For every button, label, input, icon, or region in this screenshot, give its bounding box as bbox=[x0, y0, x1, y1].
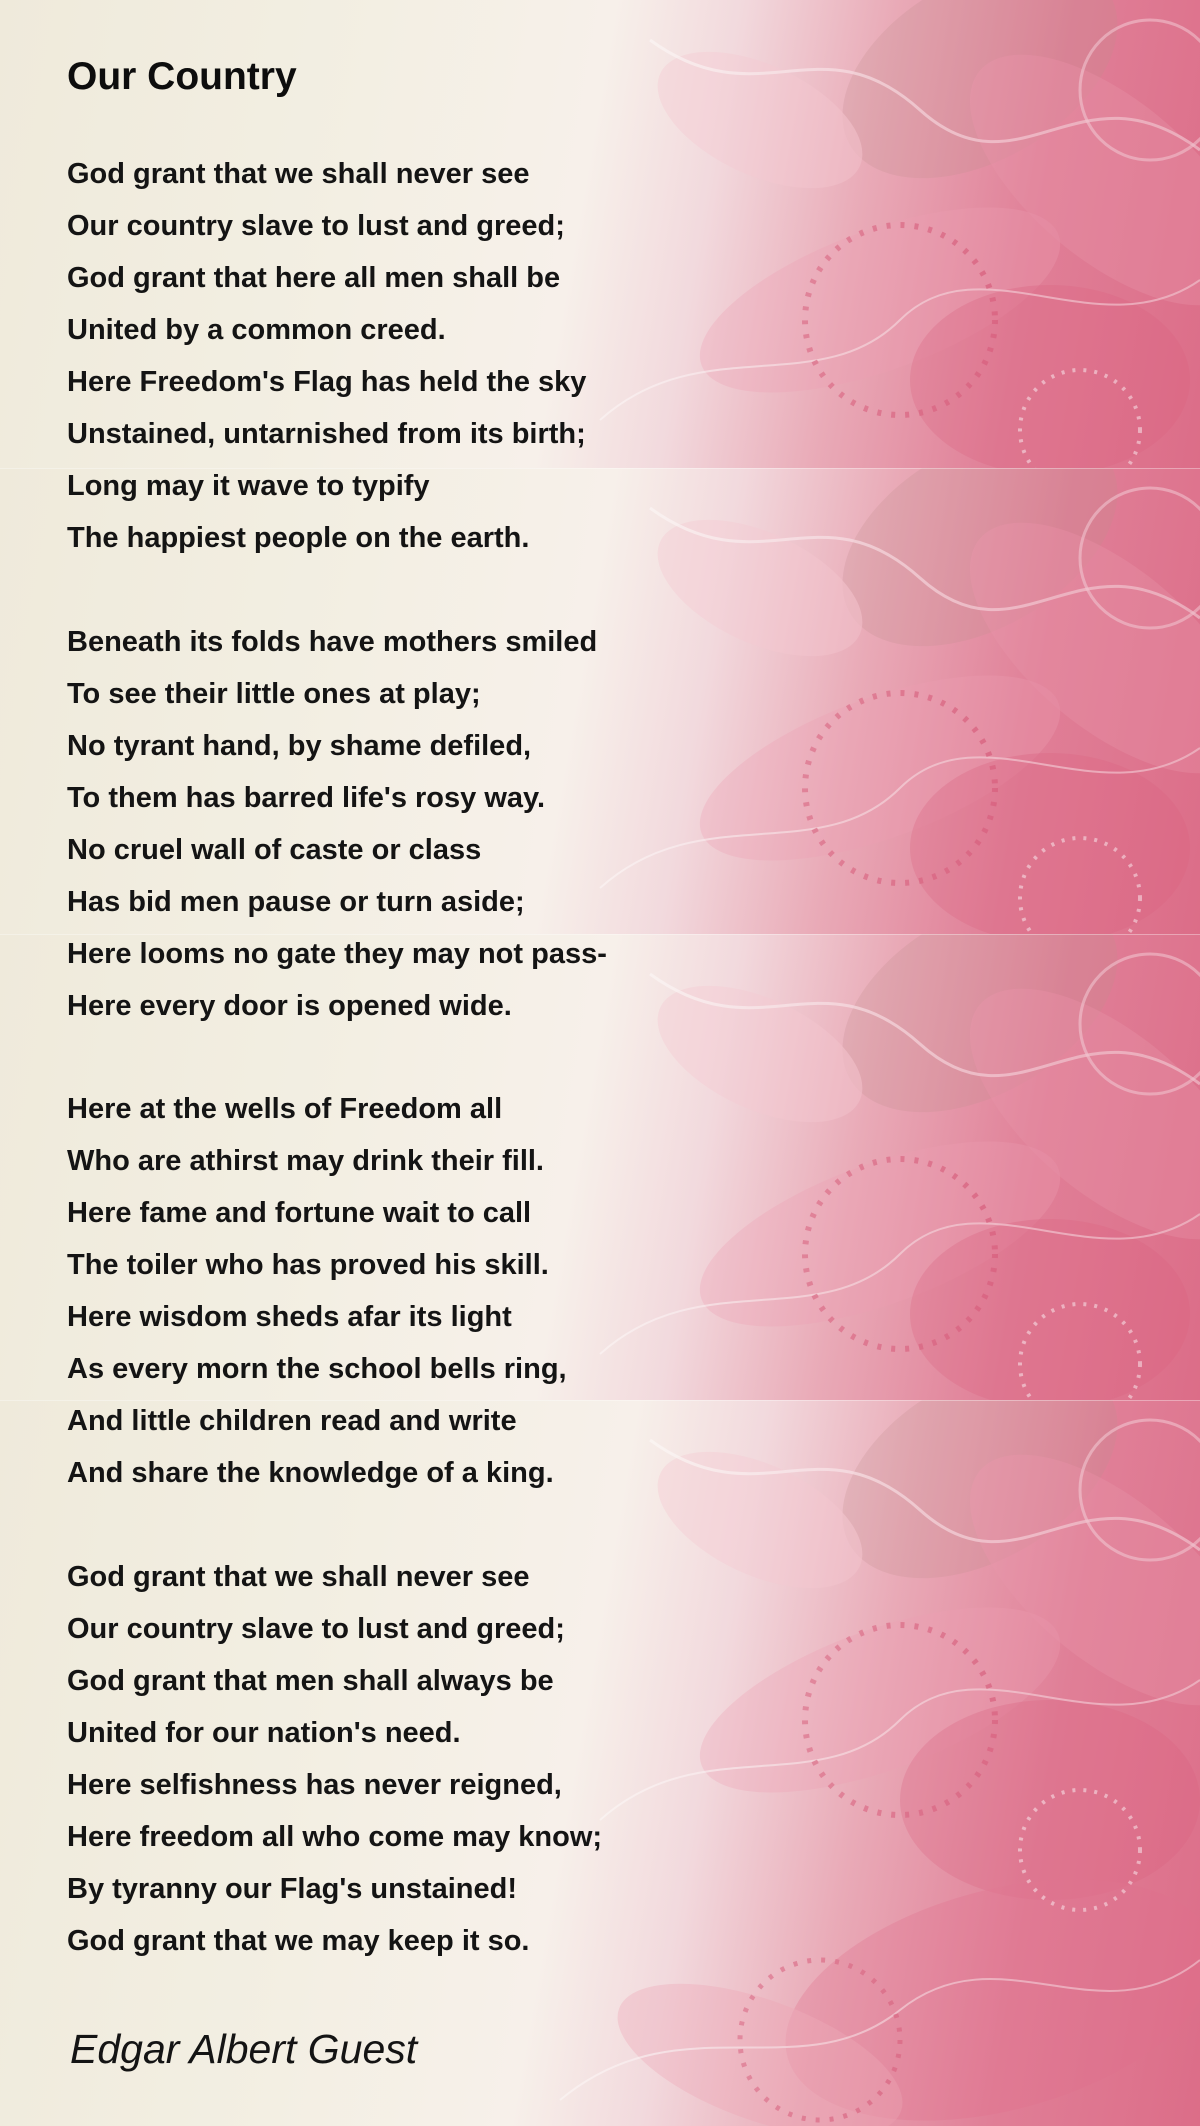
poem-line: United by a common creed. bbox=[67, 314, 446, 346]
poem-line: God grant that here all men shall be bbox=[67, 262, 561, 294]
poem-line: God grant that men shall always be bbox=[67, 1665, 554, 1697]
stanza bbox=[67, 616, 607, 1032]
poem-line: God grant that we shall never see bbox=[67, 158, 530, 190]
poem-title: Our Country bbox=[67, 55, 297, 98]
poem-line: No cruel wall of caste or class bbox=[67, 834, 482, 866]
poem-line: Beneath its folds have mothers smiled bbox=[67, 626, 598, 658]
poem-line: United for our nation's need. bbox=[67, 1717, 461, 1749]
poem-line: As every morn the school bells ring, bbox=[67, 1353, 567, 1385]
poem-line: Here wisdom sheds afar its light bbox=[67, 1301, 512, 1333]
poem-line: To see their little ones at play; bbox=[67, 678, 481, 710]
poem-line: Here freedom all who come may know; bbox=[67, 1821, 603, 1853]
poem-line: The toiler who has proved his skill. bbox=[67, 1249, 549, 1281]
poem-line: Our country slave to lust and greed; bbox=[67, 1613, 565, 1645]
poem-line: Here looms no gate they may not pass- bbox=[67, 938, 607, 970]
poem-line: Here every door is opened wide. bbox=[67, 990, 512, 1022]
poem-line: God grant that we shall never see bbox=[67, 1561, 530, 1593]
poem-line: Long may it wave to typify bbox=[67, 470, 430, 502]
poem-line: By tyranny our Flag's unstained! bbox=[67, 1873, 518, 1905]
poem-line: Here Freedom's Flag has held the sky bbox=[67, 366, 587, 398]
poem-line: Here fame and fortune wait to call bbox=[67, 1197, 532, 1229]
poem-line: Here selfishness has never reigned, bbox=[67, 1769, 562, 1801]
poem-line: The happiest people on the earth. bbox=[67, 522, 530, 554]
poem-line: Unstained, untarnished from its birth; bbox=[67, 418, 586, 450]
poem-line: Here at the wells of Freedom all bbox=[67, 1093, 503, 1125]
poem-line: Who are athirst may drink their fill. bbox=[67, 1145, 544, 1177]
stanza bbox=[67, 148, 586, 564]
poem-line: Our country slave to lust and greed; bbox=[67, 210, 565, 242]
poem-line: God grant that we may keep it so. bbox=[67, 1925, 530, 1957]
poem-line: To them has barred life's rosy way. bbox=[67, 782, 546, 814]
poem-line: Has bid men pause or turn aside; bbox=[67, 886, 525, 918]
stanza bbox=[67, 1083, 567, 1499]
poem-line: And little children read and write bbox=[67, 1405, 517, 1437]
poem-line: And share the knowledge of a king. bbox=[67, 1457, 554, 1489]
stanza bbox=[67, 1551, 602, 1967]
poem-author: Edgar Albert Guest bbox=[70, 2026, 418, 2072]
poem-line: No tyrant hand, by shame defiled, bbox=[67, 730, 532, 762]
